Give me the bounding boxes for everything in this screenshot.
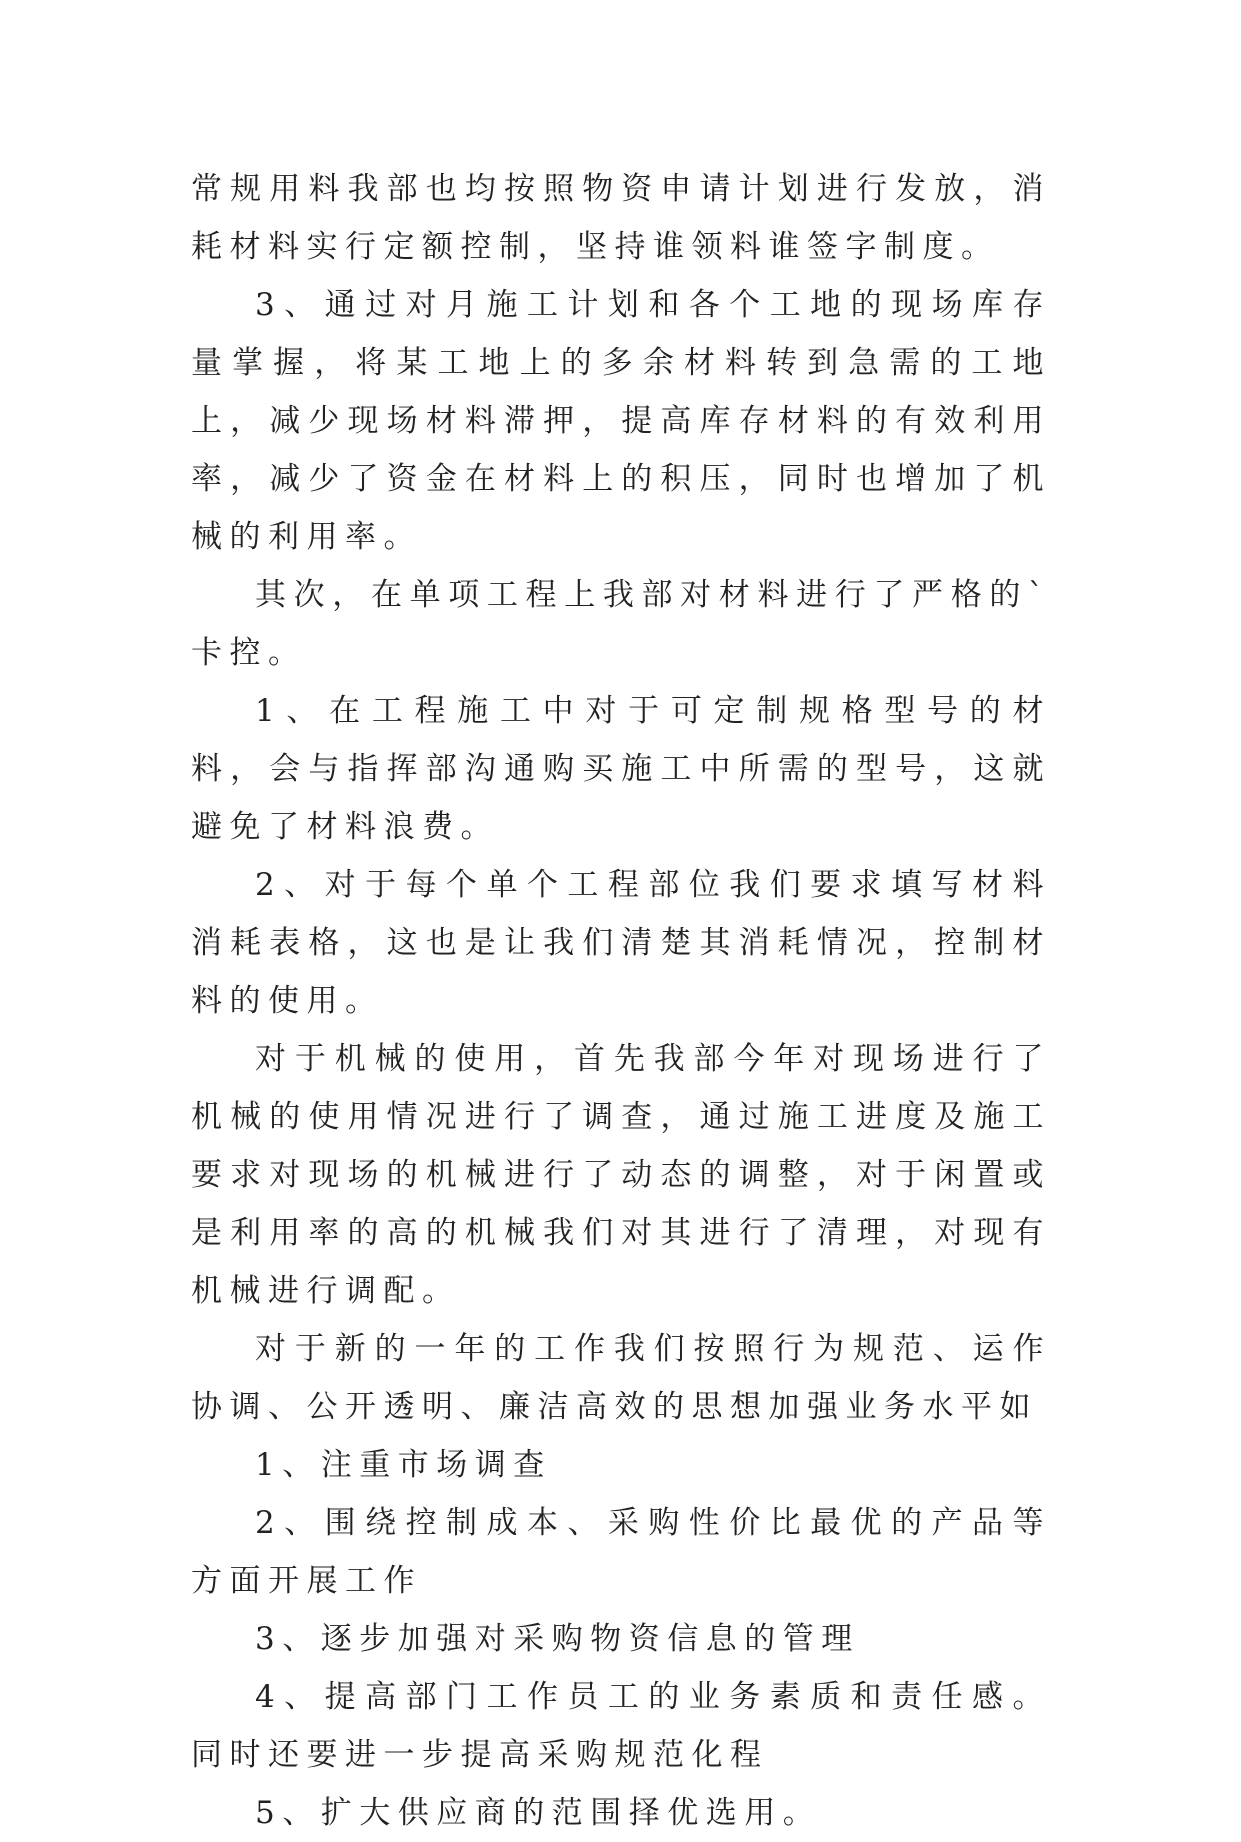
list-item: 5、扩大供应商的范围择优选用。 — [255, 1795, 822, 1831]
paragraph: 2、对于每个单个工程部位我们要求填写材料消耗表格，这也是让我们清楚其消耗情况，控制材料的使用。 — [191, 867, 1051, 1019]
list-item: 2、围绕控制成本、采购性价比最优的产品等方面开展工作 — [191, 1505, 1051, 1599]
paragraph: 常规用料我部也均按照物资申请计划进行发放，消耗材料实行定额控制，坚持谁领料谁签字制度。 — [191, 171, 1051, 265]
document-body — [191, 160, 1051, 1842]
list-item: 3、逐步加强对采购物资信息的管理 — [255, 1621, 860, 1657]
list-item: 1、注重市场调查 — [255, 1447, 552, 1483]
paragraph: 其次，在单项工程上我部对材料进行了严格的`卡控。 — [191, 577, 1051, 671]
paragraph: 3、通过对月施工计划和各个工地的现场库存量掌握，将某工地上的多余材料转到急需的工地上，减少现场材料滞押，提高库存材料的有效利用率，减少了资金在材料上的积压，同时也增加了机械的利用率。 — [191, 287, 1051, 555]
paragraph: 1、在工程施工中对于可定制规格型号的材料，会与指挥部沟通购买施工中所需的型号，这就避免了材料浪费。 — [191, 693, 1051, 845]
list-item: 4、提高部门工作员工的业务素质和责任感。同时还要进一步提高采购规范化程 — [191, 1679, 1051, 1773]
paragraph: 对于新的一年的工作我们按照行为规范、运作协调、公开透明、廉洁高效的思想加强业务水平如 — [191, 1331, 1051, 1425]
paragraph: 对于机械的使用，首先我部今年对现场进行了机械的使用情况进行了调查，通过施工进度及施工要求对现场的机械进行了动态的调整，对于闲置或是利用率的高的机械我们对其进行了清理，对现有机械进行调配。 — [191, 1041, 1051, 1309]
